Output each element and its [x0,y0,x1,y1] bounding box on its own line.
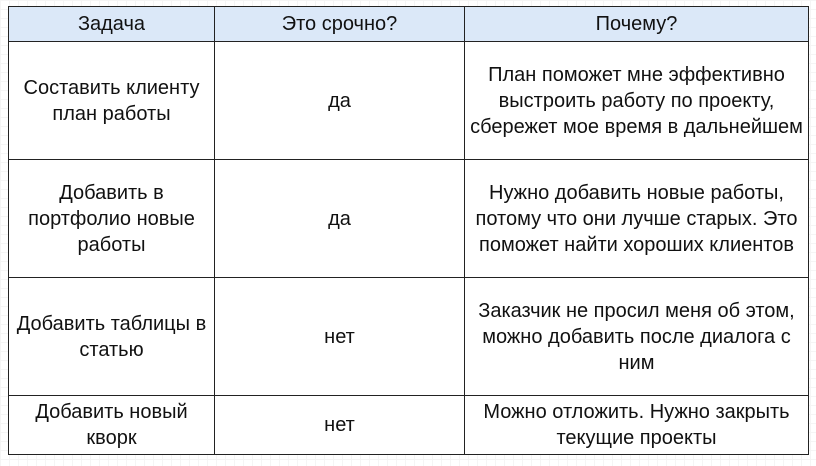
task-cell: Добавить новый кворк [9,396,215,455]
header-urgent: Это срочно? [215,7,465,42]
urgent-cell: да [215,160,465,278]
table-row [9,396,809,455]
header-reason: Почему? [465,7,809,42]
table-row [9,42,809,160]
tasks-table [8,6,809,455]
reason-cell: Заказчик не просил меня об этом, можно добавить после диалога с ним [465,278,809,396]
task-cell: Добавить в портфолио новые работы [9,160,215,278]
header-task: Задача [9,7,215,42]
task-cell: Добавить таблицы в статью [9,278,215,396]
urgent-cell: нет [215,396,465,455]
reason-cell: План поможет мне эффективно выстроить работу по проекту, сбережет мое время в дальнейшем [465,42,809,160]
reason-cell: Можно отложить. Нужно закрыть текущие проекты [465,396,809,455]
urgent-cell: да [215,42,465,160]
reason-cell: Нужно добавить новые работы, потому что они лучше старых. Это поможет найти хороших клиентов [465,160,809,278]
urgent-cell: нет [215,278,465,396]
task-cell: Составить клиенту план работы [9,42,215,160]
table-row [9,278,809,396]
table-row [9,160,809,278]
header-row [9,7,809,42]
